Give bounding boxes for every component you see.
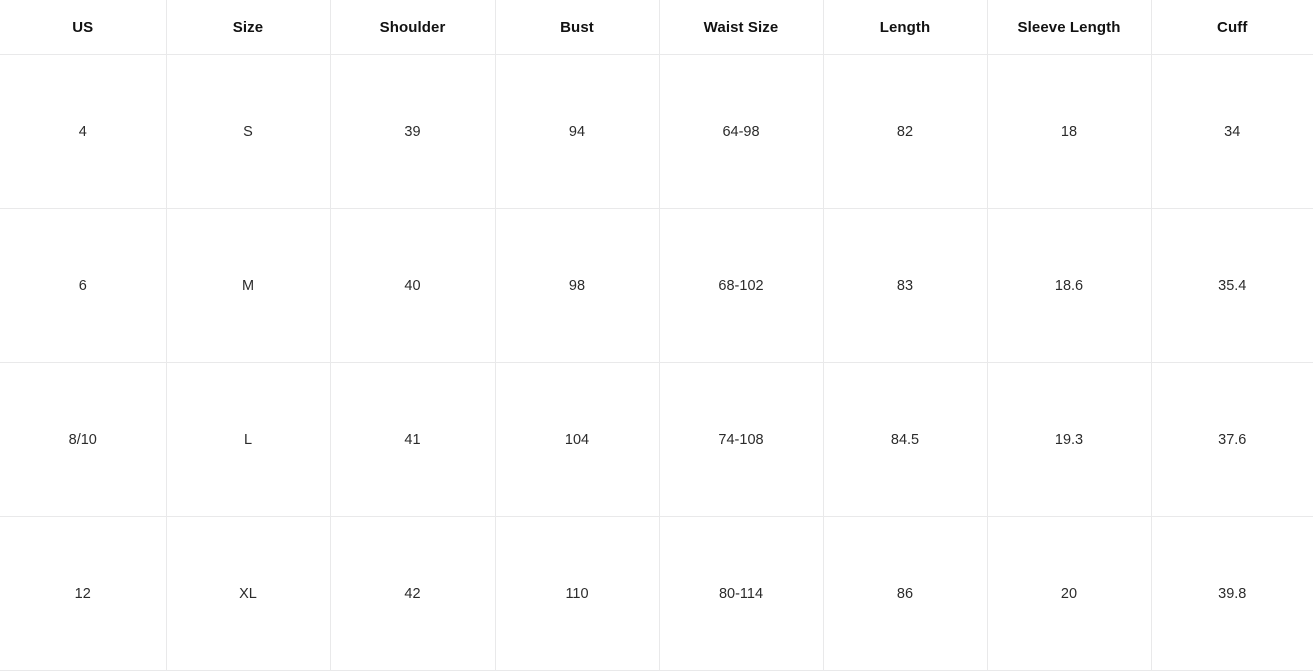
- column-header-us: US: [0, 0, 166, 55]
- cell-size: M: [166, 209, 330, 363]
- cell-size: S: [166, 55, 330, 209]
- cell-us: 6: [0, 209, 166, 363]
- column-header-size: Size: [166, 0, 330, 55]
- column-header-shoulder: Shoulder: [330, 0, 495, 55]
- column-header-cuff: Cuff: [1151, 0, 1313, 55]
- cell-sleeve-length: 18: [987, 55, 1151, 209]
- cell-size: L: [166, 363, 330, 517]
- cell-shoulder: 41: [330, 363, 495, 517]
- cell-sleeve-length: 18.6: [987, 209, 1151, 363]
- cell-sleeve-length: 19.3: [987, 363, 1151, 517]
- cell-us: 8/10: [0, 363, 166, 517]
- cell-bust: 110: [495, 517, 659, 671]
- cell-us: 12: [0, 517, 166, 671]
- cell-cuff: 37.6: [1151, 363, 1313, 517]
- cell-sleeve-length: 20: [987, 517, 1151, 671]
- cell-bust: 104: [495, 363, 659, 517]
- cell-length: 84.5: [823, 363, 987, 517]
- table-row: [0, 517, 1313, 671]
- table-row: [0, 209, 1313, 363]
- cell-length: 86: [823, 517, 987, 671]
- cell-waist-size: 80-114: [659, 517, 823, 671]
- table-body: [0, 55, 1313, 671]
- table-row: [0, 55, 1313, 209]
- cell-us: 4: [0, 55, 166, 209]
- cell-length: 83: [823, 209, 987, 363]
- cell-length: 82: [823, 55, 987, 209]
- table-header: [0, 0, 1313, 55]
- column-header-sleeve-length: Sleeve Length: [987, 0, 1151, 55]
- cell-shoulder: 39: [330, 55, 495, 209]
- cell-size: XL: [166, 517, 330, 671]
- cell-cuff: 34: [1151, 55, 1313, 209]
- cell-waist-size: 64-98: [659, 55, 823, 209]
- cell-bust: 98: [495, 209, 659, 363]
- column-header-waist-size: Waist Size: [659, 0, 823, 55]
- cell-cuff: 39.8: [1151, 517, 1313, 671]
- column-header-length: Length: [823, 0, 987, 55]
- column-header-bust: Bust: [495, 0, 659, 55]
- table-row: [0, 363, 1313, 517]
- cell-waist-size: 68-102: [659, 209, 823, 363]
- cell-cuff: 35.4: [1151, 209, 1313, 363]
- cell-bust: 94: [495, 55, 659, 209]
- cell-shoulder: 42: [330, 517, 495, 671]
- cell-shoulder: 40: [330, 209, 495, 363]
- table-header-row: [0, 0, 1313, 55]
- cell-waist-size: 74-108: [659, 363, 823, 517]
